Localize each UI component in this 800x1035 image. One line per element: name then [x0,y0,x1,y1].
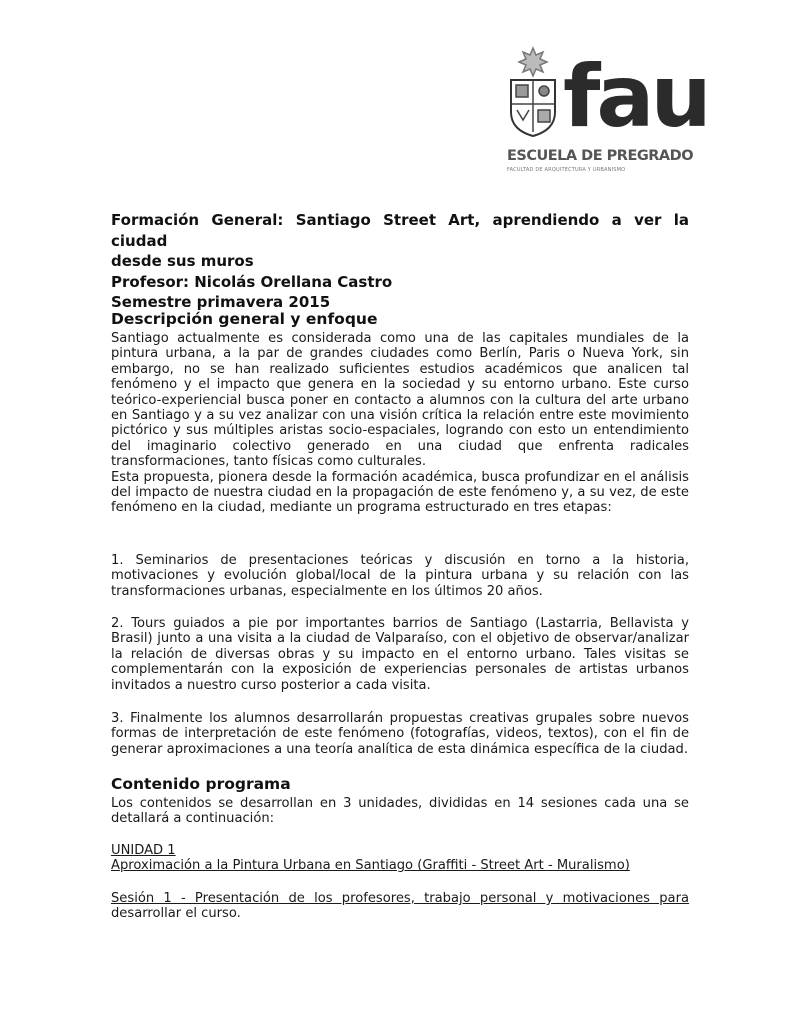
semester-line: Semestre primavera 2015 [111,293,331,311]
stage-2-text: 2. Tours guiados a pie por importantes barrios de Santiago (Lastarria, Bellavista y Brasil) junto a una visita a la ciudad de Valparaíso, con el objetivo de observar/analizar la relación de diversas obras y su impacto en el entorno urbano. Tales visitas se complementarán con la exposición de experiencias personales de artistas urbanos invitados a nuestro curso posterior a cada visita. [111,616,689,693]
unit-1-label: UNIDAD 1 [111,843,176,858]
description-paragraph-1 [111,331,689,516]
shield-emblem-icon [503,44,563,144]
description-text-1: Santiago actualmente es considerada como una de las capitales mundiales de la pintura urbana, a la par de grandes ciudades como Berlín, Paris o Nueva York, sin embargo, no se han realizado suficientes estudios académicos que analicen tal fenómeno y el impacto que genera en la sociedad y su entorno urbano. Este curso teórico-experiencial busca poner en contacto a alumnos con la cultura del arte urbano en Santiago y a su vez analizar con una visión crítica la relación entre este movimiento pictórico y sus múltiples aristas socio-espaciales, logrando con esto un entendimiento del imaginario colectivo generado en una ciudad que enfrenta radicales transformaciones, tanto físicas como culturales. [111,331,689,470]
logo-subtitle: ESCUELA DE PREGRADO [507,148,694,164]
session-1-rest: desarrollar el curso. [111,906,241,922]
stage-3-text: 3. Finalmente los alumnos desarrollarán propuestas creativas grupales sobre nuevos formas de interpretación de este fenómeno (fotografías, videos, textos), con el fin de generar aproximaciones a una teoría analítica de esta dinámica específica de la ciudad. [111,711,689,757]
logo-wordmark: fau [563,47,708,147]
unit-1-title: Aproximación a la Pintura Urbana en Santiago (Graffiti - Street Art - Muralismo) [111,858,630,874]
logo-subtitle-small: FACULTAD DE ARQUITECTURA Y URBANISMO [507,167,626,173]
session-1 [111,891,689,922]
course-title-cont: desde sus muros [111,252,254,270]
school-logo [503,44,708,180]
description-heading: Descripción general y enfoque [111,310,378,328]
stage-1 [111,553,689,599]
program-intro-text: Los contenidos se desarrollan en 3 unidades, divididas en 14 sesiones cada una se detallará a continuación: [111,796,689,827]
course-header [111,210,689,313]
program-heading: Contenido programa [111,775,291,793]
description-text-2: Esta propuesta, pionera desde la formación académica, busca profundizar en el análisis del impacto de nuestra ciudad en la propagación de este fenómeno y, a su vez, de este fenómeno en la ciudad, mediante un programa estructurado en tres etapas: [111,469,689,516]
unit-1 [111,843,689,874]
stage-2 [111,616,689,693]
professor-line: Profesor: Nicolás Orellana Castro [111,272,393,291]
session-1-label: Sesión 1 - Presentación de los profesores, trabajo personal y motivaciones para [111,891,689,906]
course-title: Formación General: Santiago Street Art, aprendiendo a ver la ciudad [111,211,689,250]
program-intro [111,796,689,827]
stage-3 [111,711,689,757]
stage-1-text: 1. Seminarios de presentaciones teóricas y discusión en torno a la historia, motivaciones y evolución global/local de la pintura urbana y su relación con las transformaciones urbanas, especialmente en los últimos 20 años. [111,553,689,599]
